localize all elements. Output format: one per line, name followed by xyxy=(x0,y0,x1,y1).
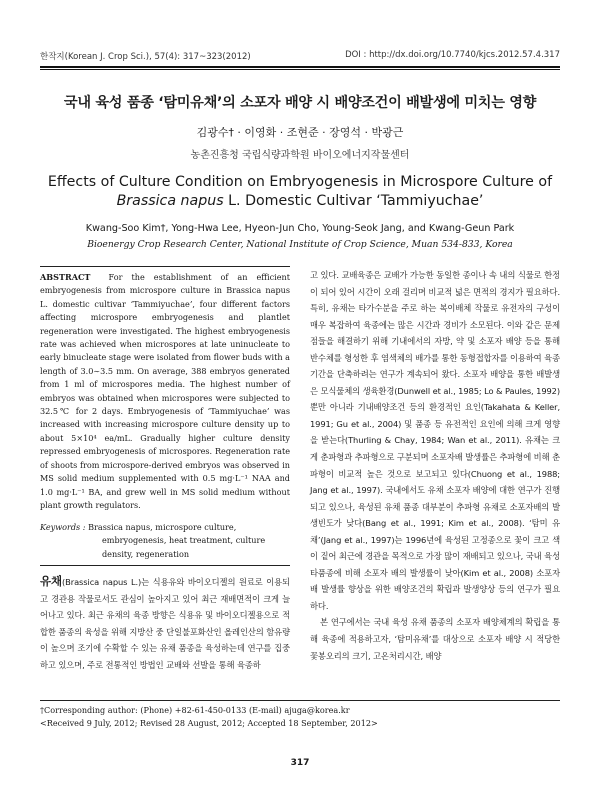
affiliation-english: Bioenergy Crop Research Center, National Institute of Crop Science, Muan 534-833, Korea xyxy=(87,239,513,250)
authors-english: Kwang-Soo Kim†, Yong-Hwa Lee, Hyeon-Jun Cho, Young-Seok Jang, and Kwang-Geun Park xyxy=(85,223,515,234)
title-english-line1: Effects of Culture Condition on Embryogenesis in Microspore Culture of xyxy=(47,174,553,190)
footnotes xyxy=(40,704,560,730)
abstract-label: ABSTRACT xyxy=(40,272,91,282)
title-english-line2 xyxy=(0,193,600,209)
species-name: Brassica napus xyxy=(116,193,224,209)
keywords xyxy=(40,521,290,561)
body-left-text: (Brassica napus L.)는 식용유와 바이오디젤의 원료로 이용되고 경관용 작물로서도 관심이 높아지고 있어 최근 재배면적이 크게 늘어나고 있다. 최근 유채의 육종 방향은 식용유 및 바이오디젤용으로 적합한 품종의 육성을 위해 지방산 중 단일불포화산인 올레인산의 함유량이 높으며 조기에 수확할 수 있는 유채 품종을 육성하는데 연구를 집중하고 있으며, 주로 전통적인 방법인 교배와 선발을 통해 육종하 xyxy=(40,577,290,670)
keywords-label: Keywords : xyxy=(40,522,86,532)
body-lead-word: 유채 xyxy=(40,574,63,588)
title-english-rest: L. Domestic Cultivar ‘Tammiyuchae’ xyxy=(223,193,484,209)
body-right-column xyxy=(310,267,560,664)
abstract xyxy=(40,271,290,512)
corresponding-author: †Corresponding author: (Phone) +82-61-450-0133 (E-mail) ajuga@korea.kr xyxy=(40,705,350,715)
header-rule xyxy=(40,66,560,68)
abstract-bottom-rule xyxy=(40,565,290,566)
abstract-text: For the establishment of an efficient embryogenesis from microspore culture in Brassica napus L. domestic cultivar ‘Tammiyuchae’, four different factors affecting microspore embryogenesis and plantlet regeneration were investigated. The highest embryogenesis rate was achieved when microspores at late uninucleate to early binucleate stage were isolated from flower buds with a length of 3.0∼3.5 mm. On average, 388 embryos generated from 1 ml of microspores media. The highest number of embryos was obtained when microspores were subjected to 32.5℃ for 2 days. Embryogenesis of ‘Tammiyuchae’ was increased with increasing microspore culture density up to about 5×10⁴ ea/mL. Gradually higher culture density repressed embryogenesis of microspores. Regeneration rate of shoots from microspore-derived embryos was observed in MS solid medium supplemented with 0.5 mg·L⁻¹ NAA and 1.0 mg·L⁻¹ BA, and grew well in MS solid medium without plant growth regulators. xyxy=(40,272,290,510)
page-number: 317 xyxy=(290,758,310,768)
authors-korean: 김광수† · 이영화 · 조현준 · 장영석 · 박광근 xyxy=(196,126,404,139)
abstract-top-rule xyxy=(40,266,290,267)
affiliation-korean: 농촌진흥청 국립식량과학원 바이오에너지작물센터 xyxy=(190,150,410,161)
body-left-column xyxy=(40,573,290,674)
received-dates: <Received 9 July, 2012; Revised 28 August, 2012; Accepted 18 September, 2012> xyxy=(40,718,378,728)
body-right-paragraph-1: 고 있다. 교배육종은 교배가 가능한 동일한 종이나 속 내의 식물로 한정이 되어 있어 시간이 오래 걸리며 비교적 넓은 면적의 경지가 필요하다. 특히, 유채는 타가수분을 주로 하는 복이배체 작물로 유전자의 구성이 매우 복잡하여 육종에는 많은 시간과 경비가 소모된다. 이와 같은 문제점들을 해결하기 위해 기내에서의 자방, 약 및 소포자 배양 등을 통해 반수체를 형성한 후 염색체의 배가를 통한 동형접합자를 이용하여 육종기간을 단축하려는 연구가 계속되어 왔다. 소포자 배양을 통한 배발생은 모식물체의 생육환경(Dunwell et al., 1985; Lo & Paules, 1992) 뿐만 아니라 기내배양조건 등의 환경적인 요인(Takahata & Keller, 1991; Gu et al., 2004) 및 품종 등 유전적인 요인에 의해 크게 영향을 받는다(Thurling & Chay, 1984; Wan et al., 2011). 유채는 크게 춘파형과 추파형으로 구분되며 소포자배 발생률은 추파형에 비해 춘파형이 비교적 높은 것으로 보고되고 있다(Chuong et al., 1988; Jang et al., 1997). 국내에서도 유채 소포자 배양에 대한 연구가 진행되고 있으나, 육성된 유채 품종 대부분이 추파형 유채로 소포자배의 발생빈도가 낮다(Bang et al., 1991; Kim et al., 2008). ‘탐미 유채’(Jang et al., 1997)는 1996년에 육성된 고정종으로 꽃이 크고 색이 짙어 최근에 경관을 목적으로 가장 많이 재배되고 있으나, 국내 육성 타품종에 비해 소포자 배의 발생률이 낮아(Kim et al., 2008) 소포자배 발생률 향상을 위한 배양조건의 확립과 발생양상 등의 연구가 필요하다. xyxy=(310,270,560,611)
journal-citation: 한작지(Korean J. Crop Sci.), 57(4): 317~323(2012) xyxy=(40,52,251,62)
body-right-paragraph-2: 본 연구에서는 국내 육성 유채 품종의 소포자 배양체계의 확립을 통해 육종에 적용하고자, ‘탐미유채’를 대상으로 소포자 배양 시 적당한 꽃봉오리의 크기, 고온처리시간, 배양 xyxy=(310,617,560,661)
title-korean: 국내 육성 품종 ‘탐미유채’의 소포자 배양 시 배양조건이 배발생에 미치는 영향 xyxy=(63,95,537,111)
footnote-rule xyxy=(40,700,560,701)
keywords-text: Brassica napus, microspore culture, embryogenesis, heat treatment, culture density, regeneration xyxy=(88,522,266,559)
running-header xyxy=(40,50,560,64)
header-rule-thin xyxy=(40,69,560,70)
doi-link[interactable]: DOI : http://dx.doi.org/10.7740/kjcs.2012.57.4.317 xyxy=(345,50,560,60)
